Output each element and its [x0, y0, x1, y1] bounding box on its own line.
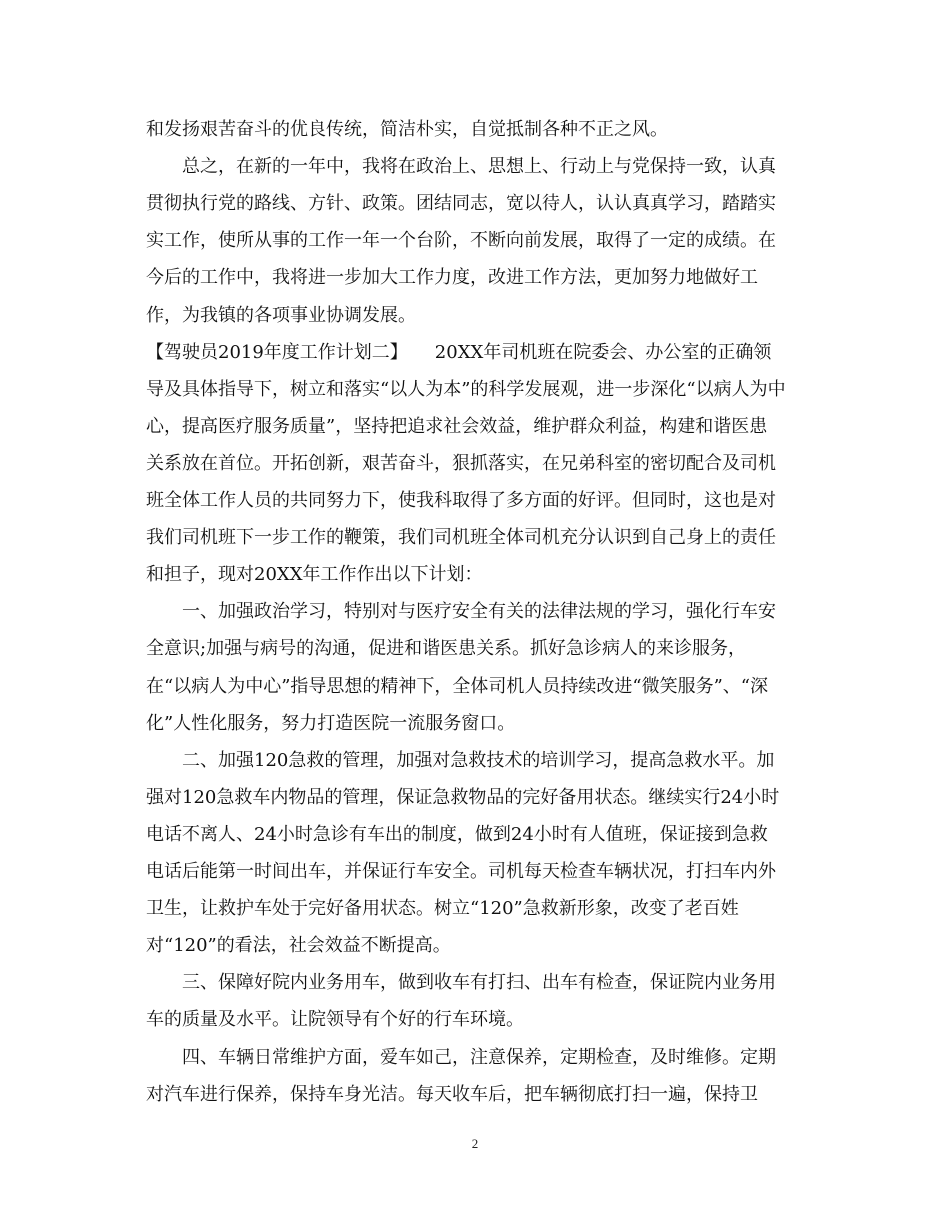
text-line: 四、车辆日常维护方面，爱车如己，注意保养，定期检查，及时维修。定期 [146, 1047, 776, 1068]
text-line: 总之，在新的一年中，我将在政治上、思想上、行动上与党保持一致，认真 [146, 156, 776, 177]
text-line: 和担子，现对20XX年工作作出以下计划： [146, 564, 483, 585]
text-line: 今后的工作中，我将进一步加大工作力度，改进工作方法，更加努力地做好工 [146, 267, 758, 288]
text-line: 卫生，让救护车处于完好备用状态。树立“120”急救新形象，改变了老百姓 [146, 898, 739, 919]
text-line: 三、保障好院内业务用车，做到收车有打扫、出车有检查，保证院内业务用 [146, 972, 776, 993]
text-line: 车的质量及水平。让院领导有个好的行车环境。 [146, 1009, 524, 1030]
text-line: 关系放在首位。开拓创新，艰苦奋斗，狠抓落实，在兄弟科室的密切配合及司机 [146, 453, 776, 474]
text-line: 贯彻执行党的路线、方针、政策。团结同志，宽以待人，认认真真学习，踏踏实 [146, 193, 776, 214]
text-line: 一、加强政治学习，特别对与医疗安全有关的法律法规的学习，强化行车安 [146, 601, 776, 622]
text-line: 作，为我镇的各项事业协调发展。 [146, 305, 416, 326]
text-line: 二、加强120急救的管理，加强对急救技术的培训学习，提高急救水平。加 [146, 750, 775, 771]
text-line: 我们司机班下一步工作的鞭策，我们司机班全体司机充分认识到自己身上的责任 [146, 527, 776, 548]
text-line: 【驾驶员2019年度工作计划二】 20XX年司机班在院委会、办公室的正确领 [146, 342, 772, 363]
text-line: 班全体工作人员的共同努力下，使我科取得了多方面的好评。但同时，这也是对 [146, 490, 776, 511]
text-line: 对“120”的看法，社会效益不断提高。 [146, 935, 451, 956]
text-line: 对汽车进行保养，保持车身光洁。每天收车后，把车辆彻底打扫一遍，保持卫 [146, 1084, 758, 1105]
text-line: 导及具体指导下，树立和落实“以人为本”的科学发展观，进一步深化“以病人为中 [146, 379, 786, 400]
text-line: 电话不离人、24小时急诊有车出的制度，做到24小时有人值班，保证接到急救 [146, 824, 768, 845]
text-line: 实工作，使所从事的工作一年一个台阶，不断向前发展，取得了一定的成绩。在 [146, 230, 776, 251]
text-line: 在“以病人为中心”指导思想的精神下，全体司机人员持续改进“微笑服务”、“深 [146, 676, 769, 697]
page-number: 2 [471, 1136, 479, 1151]
text-line: 强对120急救车内物品的管理，保证急救物品的完好备用状态。继续实行24小时 [146, 787, 780, 808]
text-line: 化”人性化服务，努力打造医院一流服务窗口。 [146, 713, 516, 734]
text-line: 和发扬艰苦奋斗的优良传统，简洁朴实，自觉抵制各种不正之风。 [146, 119, 668, 140]
text-line: 电话后能第一时间出车，并保证行车安全。司机每天检查车辆状况，打扫车内外 [146, 861, 776, 882]
text-line: 心，提高医疗服务质量”，坚持把追求社会效益，维护群众利益，构建和谐医患 [146, 416, 768, 437]
text-line: 全意识;加强与病号的沟通，促进和谐医患关系。抓好急诊病人的来诊服务， [146, 638, 747, 659]
